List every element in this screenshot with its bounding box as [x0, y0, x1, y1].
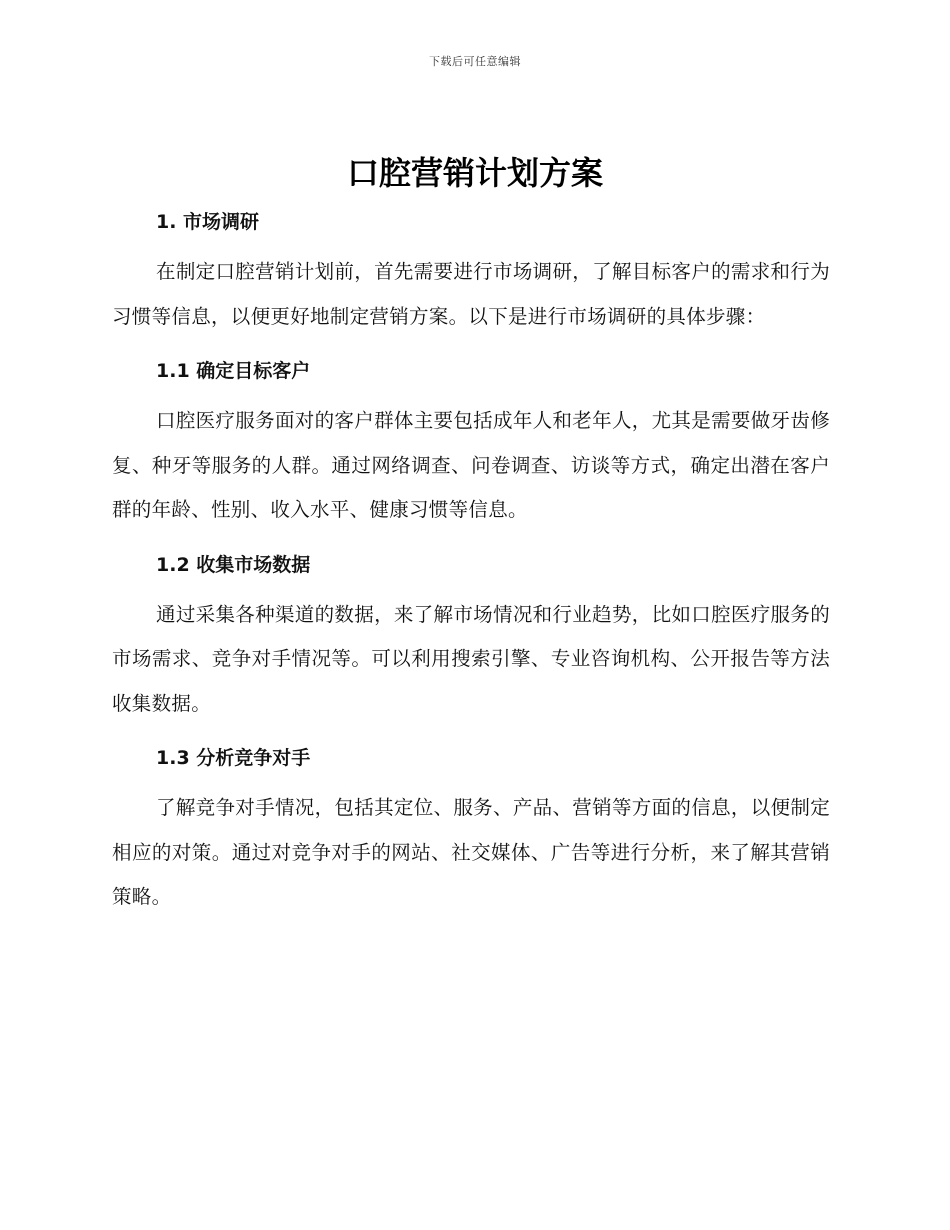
section-paragraph: 在制定口腔营销计划前，首先需要进行市场调研，了解目标客户的需求和行为习惯等信息，以便更好地制定营销方案。以下是进行市场调研的具体步骤：: [112, 260, 830, 328]
document-title: 口腔营销计划方案: [346, 154, 603, 192]
section-target-customers: [112, 351, 830, 533]
section-competitor-analysis: [112, 738, 830, 920]
section-market-data: [112, 545, 830, 727]
running-header: 下载后可任意编辑: [429, 55, 521, 68]
section-paragraph: 口腔医疗服务面对的客户群体主要包括成年人和老年人，尤其是需要做牙齿修复、种牙等服务的人群。通过网络调查、问卷调查、访谈等方式，确定出潜在客户群的年龄、性别、收入水平、健康习惯等信息。: [112, 409, 830, 521]
section-paragraph: 通过采集各种渠道的数据，来了解市场情况和行业趋势，比如口腔医疗服务的市场需求、竞争对手情况等。可以利用搜索引擎、专业咨询机构、公开报告等方法收集数据。: [112, 602, 830, 715]
section-heading: 1.1 确定目标客户: [156, 360, 311, 382]
section-heading: 1.2 收集市场数据: [156, 553, 311, 576]
section-heading: 1.3 分析竞争对手: [156, 747, 311, 769]
document-body: [112, 202, 830, 932]
section-market-research: [112, 202, 830, 339]
section-paragraph: 了解竞争对手情况，包括其定位、服务、产品、营销等方面的信息，以便制定相应的对策。通过对竞争对手的网站、社交媒体、广告等进行分析，来了解其营销策略。: [112, 796, 830, 908]
section-heading: 1. 市场调研: [156, 211, 260, 233]
